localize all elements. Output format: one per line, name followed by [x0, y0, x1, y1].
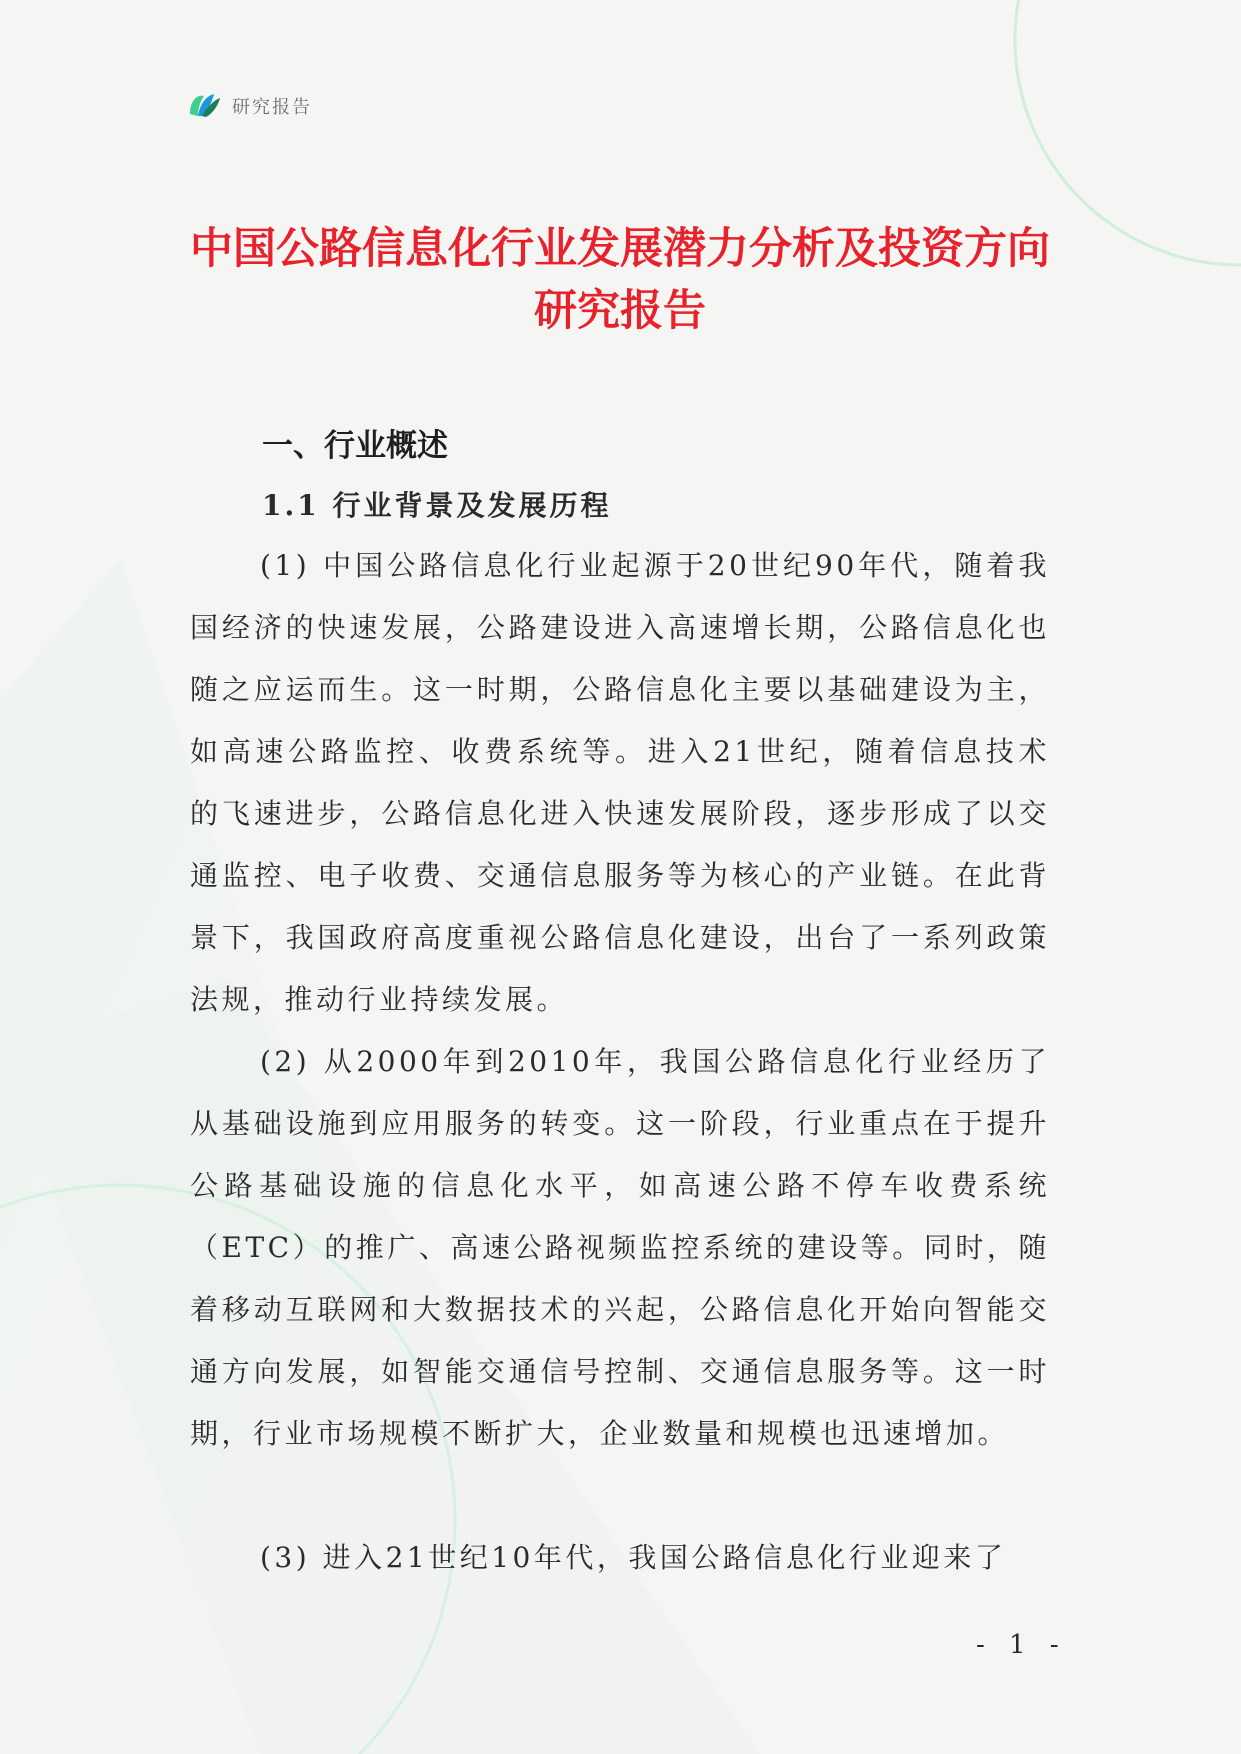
sub-heading: 1.1 行业背景及发展历程 — [262, 489, 612, 522]
paragraph-2: (2) 从2000年到2010年，我国公路信息化行业经历了从基础设施到应用服务的转变。这一阶段，行业重点在于提升公路基础设施的信息化水平，如高速公路不停车收费系统（ETC）的推广、高速公路视频监控系统的建设等。同时，随着移动互联网和大数据技术的兴起，公路信息化开始向智能交通方向发展，如智能交通信号控制、交通信息服务等。这一时期，行业市场规模不断扩大，企业数量和规模也迅速增加。 — [190, 1045, 1050, 1450]
leaf-logo-icon — [188, 90, 222, 120]
section-heading: 一、行业概述 — [262, 428, 448, 464]
header-label: 研究报告 — [232, 97, 312, 118]
document-title: 中国公路信息化行业发展潜力分析及投资方向研究报告 — [190, 224, 1050, 336]
paragraph-1: (1) 中国公路信息化行业起源于20世纪90年代，随着我国经济的快速发展，公路建设进入高速增长期，公路信息化也随之应运而生。这一时期，公路信息化主要以基础建设为主，如高速公路监控、收费系统等。进入21世纪，随着信息技术的飞速进步，公路信息化进入快速发展阶段，逐步形成了以交通监控、电子收费、交通信息服务等为核心的产业链。在此背景下，我国政府高度重视公路信息化建设，出台了一系列政策法规，推动行业持续发展。 — [190, 549, 1050, 1016]
paragraph-3: (3) 进入21世纪10年代，我国公路信息化行业迎来了 — [260, 1541, 1007, 1574]
page-number: - 1 - — [976, 1630, 1067, 1660]
